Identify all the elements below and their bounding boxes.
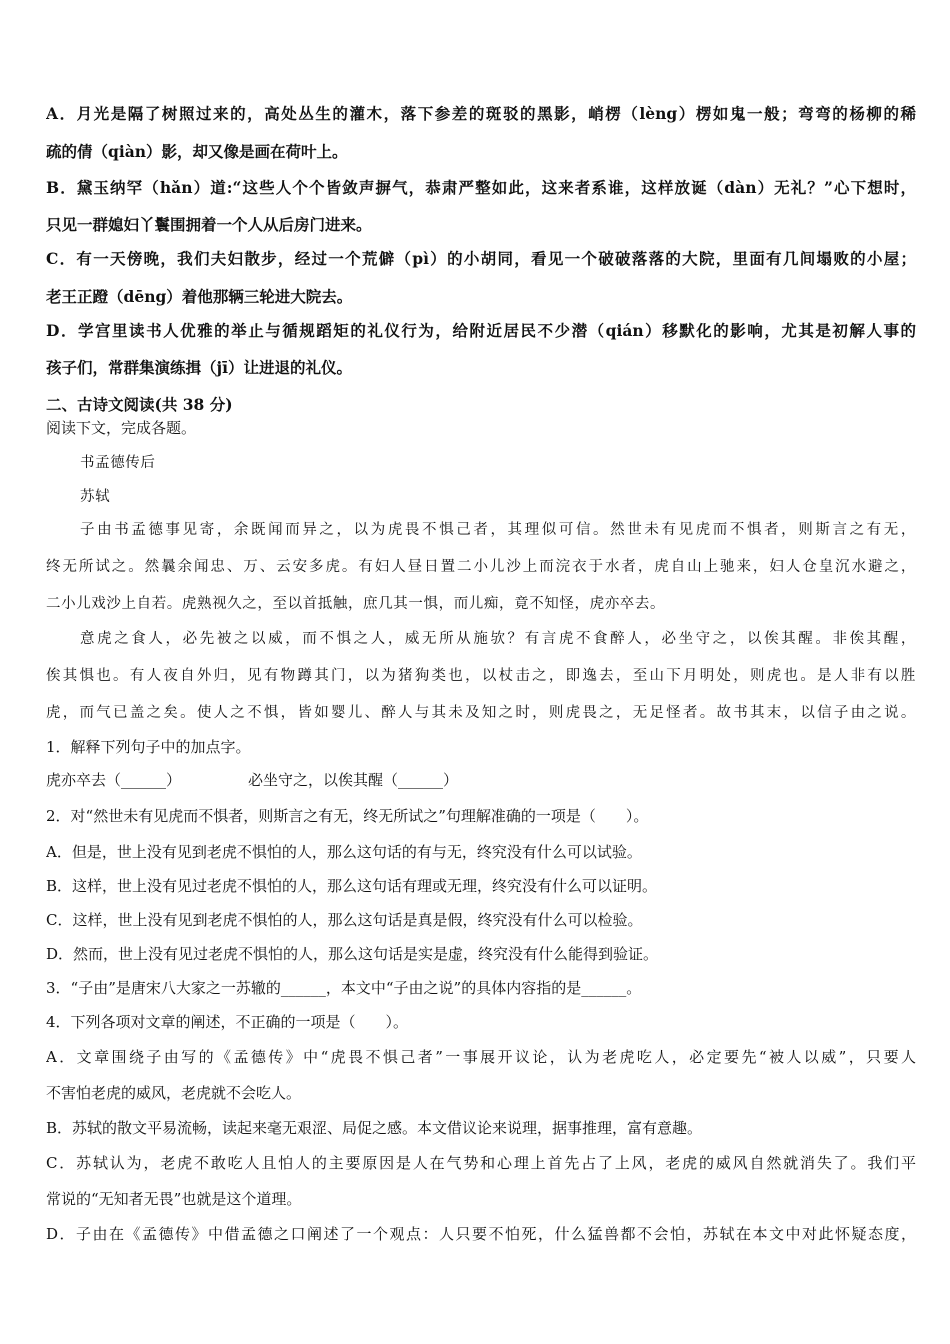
question-1-blank-a: 虎亦卒去（______） — [46, 771, 182, 789]
q2-option-c: C．这样，世上没有见到老虎不惧怕的人，那么这句话是真是假，终究没有什么可以检验。 — [46, 911, 643, 929]
option-d-line1: D．学宫里读书人优雅的举止与循规蹈矩的礼仪行为，给附近居民不少潜（qián）移默化的影响，尤其是初解人事的 — [46, 321, 916, 340]
option-a-line2: 疏的倩（qiàn）影，却又像是画在荷叶上。 — [46, 142, 348, 161]
q4-option-c-line1: C．苏轼认为，老虎不敢吃人且怕人的主要原因是人在气势和心理上首先占了上风，老虎的威风自然就消失了。我们平 — [46, 1154, 916, 1172]
q4-option-a-line2: 不害怕老虎的威风，老虎就不会吃人。 — [46, 1084, 302, 1102]
option-b-line1: B．黛玉纳罕（hǎn）道:“这些人个个皆敛声摒气，恭肃严整如此，这来者系谁，这样放诞（dàn）无礼？”心下想时， — [46, 178, 916, 197]
passage-para2-line3: 虎，而气已盖之矣。使人之不惧，皆如婴儿、醉人与其未及知之时，则虎畏之，无足怪者。故书其末，以信子由之说。 — [46, 705, 916, 721]
question-3: 3．“子由”是唐宋八大家之一苏辙的______，本文中“子由之说”的具体内容指的是______。 — [46, 979, 642, 997]
passage-title: 书孟德传后 — [80, 455, 156, 471]
instruction: 阅读下文，完成各题。 — [46, 419, 197, 437]
option-c-line2: 老王正蹬（dēng）着他那辆三轮进大院去。 — [46, 287, 353, 306]
passage-para1-line1: 子由书孟德事见寄，余既闻而异之，以为虎畏不惧己者，其理似可信。然世未有见虎而不惧者，则斯言之有无， — [80, 522, 916, 538]
question-1: 1．解释下列句子中的加点字。 — [46, 738, 251, 756]
passage-author: 苏轼 — [80, 489, 111, 505]
q2-option-b: B．这样，世上没有见过老虎不惧怕的人，那么这句话有理或无理，终究没有什么可以证明。 — [46, 877, 658, 895]
option-d-line2: 孩子们，常群集演练揖（jī）让进退的礼仪。 — [46, 358, 352, 377]
q4-option-b: B．苏轼的散文平易流畅，读起来毫无艰涩、局促之感。本文借议论来说理，据事推理，富有意趣。 — [46, 1119, 703, 1137]
q4-option-c-line2: 常说的“无知者无畏”也就是这个道理。 — [46, 1190, 302, 1208]
q2-option-a: A．但是，世上没有见到老虎不惧怕的人，那么这句话的有与无，终究没有什么可以试验。 — [46, 843, 642, 861]
passage-para1-line2: 终无所试之。然曩余闻忠、万、云安多虎。有妇人昼日置二小儿沙上而浣衣于水者，虎自山上驰来，妇人仓皇沉水避之， — [46, 559, 916, 575]
passage-para2-line1: 意虎之食人，必先被之以威，而不惧之人，威无所从施欤？有言虎不食醉人，必坐守之，以俟其醒。非俟其醒， — [80, 631, 916, 647]
passage-para2-line2: 俟其惧也。有人夜自外归，见有物蹲其门，以为猪狗类也，以杖击之，即逸去，至山下月明处，则虎也。是人非有以胜 — [46, 668, 916, 684]
option-b-line2: 只见一群媳妇丫鬟围拥着一个人从后房门进来。 — [46, 215, 372, 234]
section-title: 二、古诗文阅读(共 38 分) — [46, 395, 233, 414]
passage-para1-line3: 二小儿戏沙上自若。虎熟视久之，至以首抵触，庶几其一惧，而儿痴，竟不知怪，虎亦卒去。 — [46, 596, 666, 612]
question-4: 4．下列各项对文章的阐述，不正确的一项是（ ）。 — [46, 1013, 409, 1031]
q4-option-a-line1: A．文章围绕子由写的《孟德传》中“虎畏不惧己者”一事展开议论，认为老虎吃人，必定要先“被人以威”，只要人 — [46, 1048, 916, 1066]
question-2: 2．对“然世未有见虎而不惧者，则斯言之有无，终无所试之”句理解准确的一项是（ ）。 — [46, 807, 649, 825]
q2-option-d: D．然而，世上没有见过老虎不惧怕的人，那么这句话是实是虚，终究没有什么能得到验证。 — [46, 945, 659, 963]
question-1-blank-b: 必坐守之，以俟其醒（______） — [248, 771, 459, 789]
option-a-line1: A．月光是隔了树照过来的，高处丛生的灌木，落下参差的斑驳的黑影，峭楞（lèng）楞如鬼一般；弯弯的杨柳的稀 — [46, 104, 916, 123]
option-c-line1: C．有一天傍晚，我们夫妇散步，经过一个荒僻（pì）的小胡同，看见一个破破落落的大院，里面有几间塌败的小屋； — [46, 249, 916, 268]
q4-option-d-line1: D．子由在《孟德传》中借孟德之口阐述了一个观点：人只要不怕死，什么猛兽都不会怕，苏轼在本文中对此怀疑态度， — [46, 1225, 916, 1243]
